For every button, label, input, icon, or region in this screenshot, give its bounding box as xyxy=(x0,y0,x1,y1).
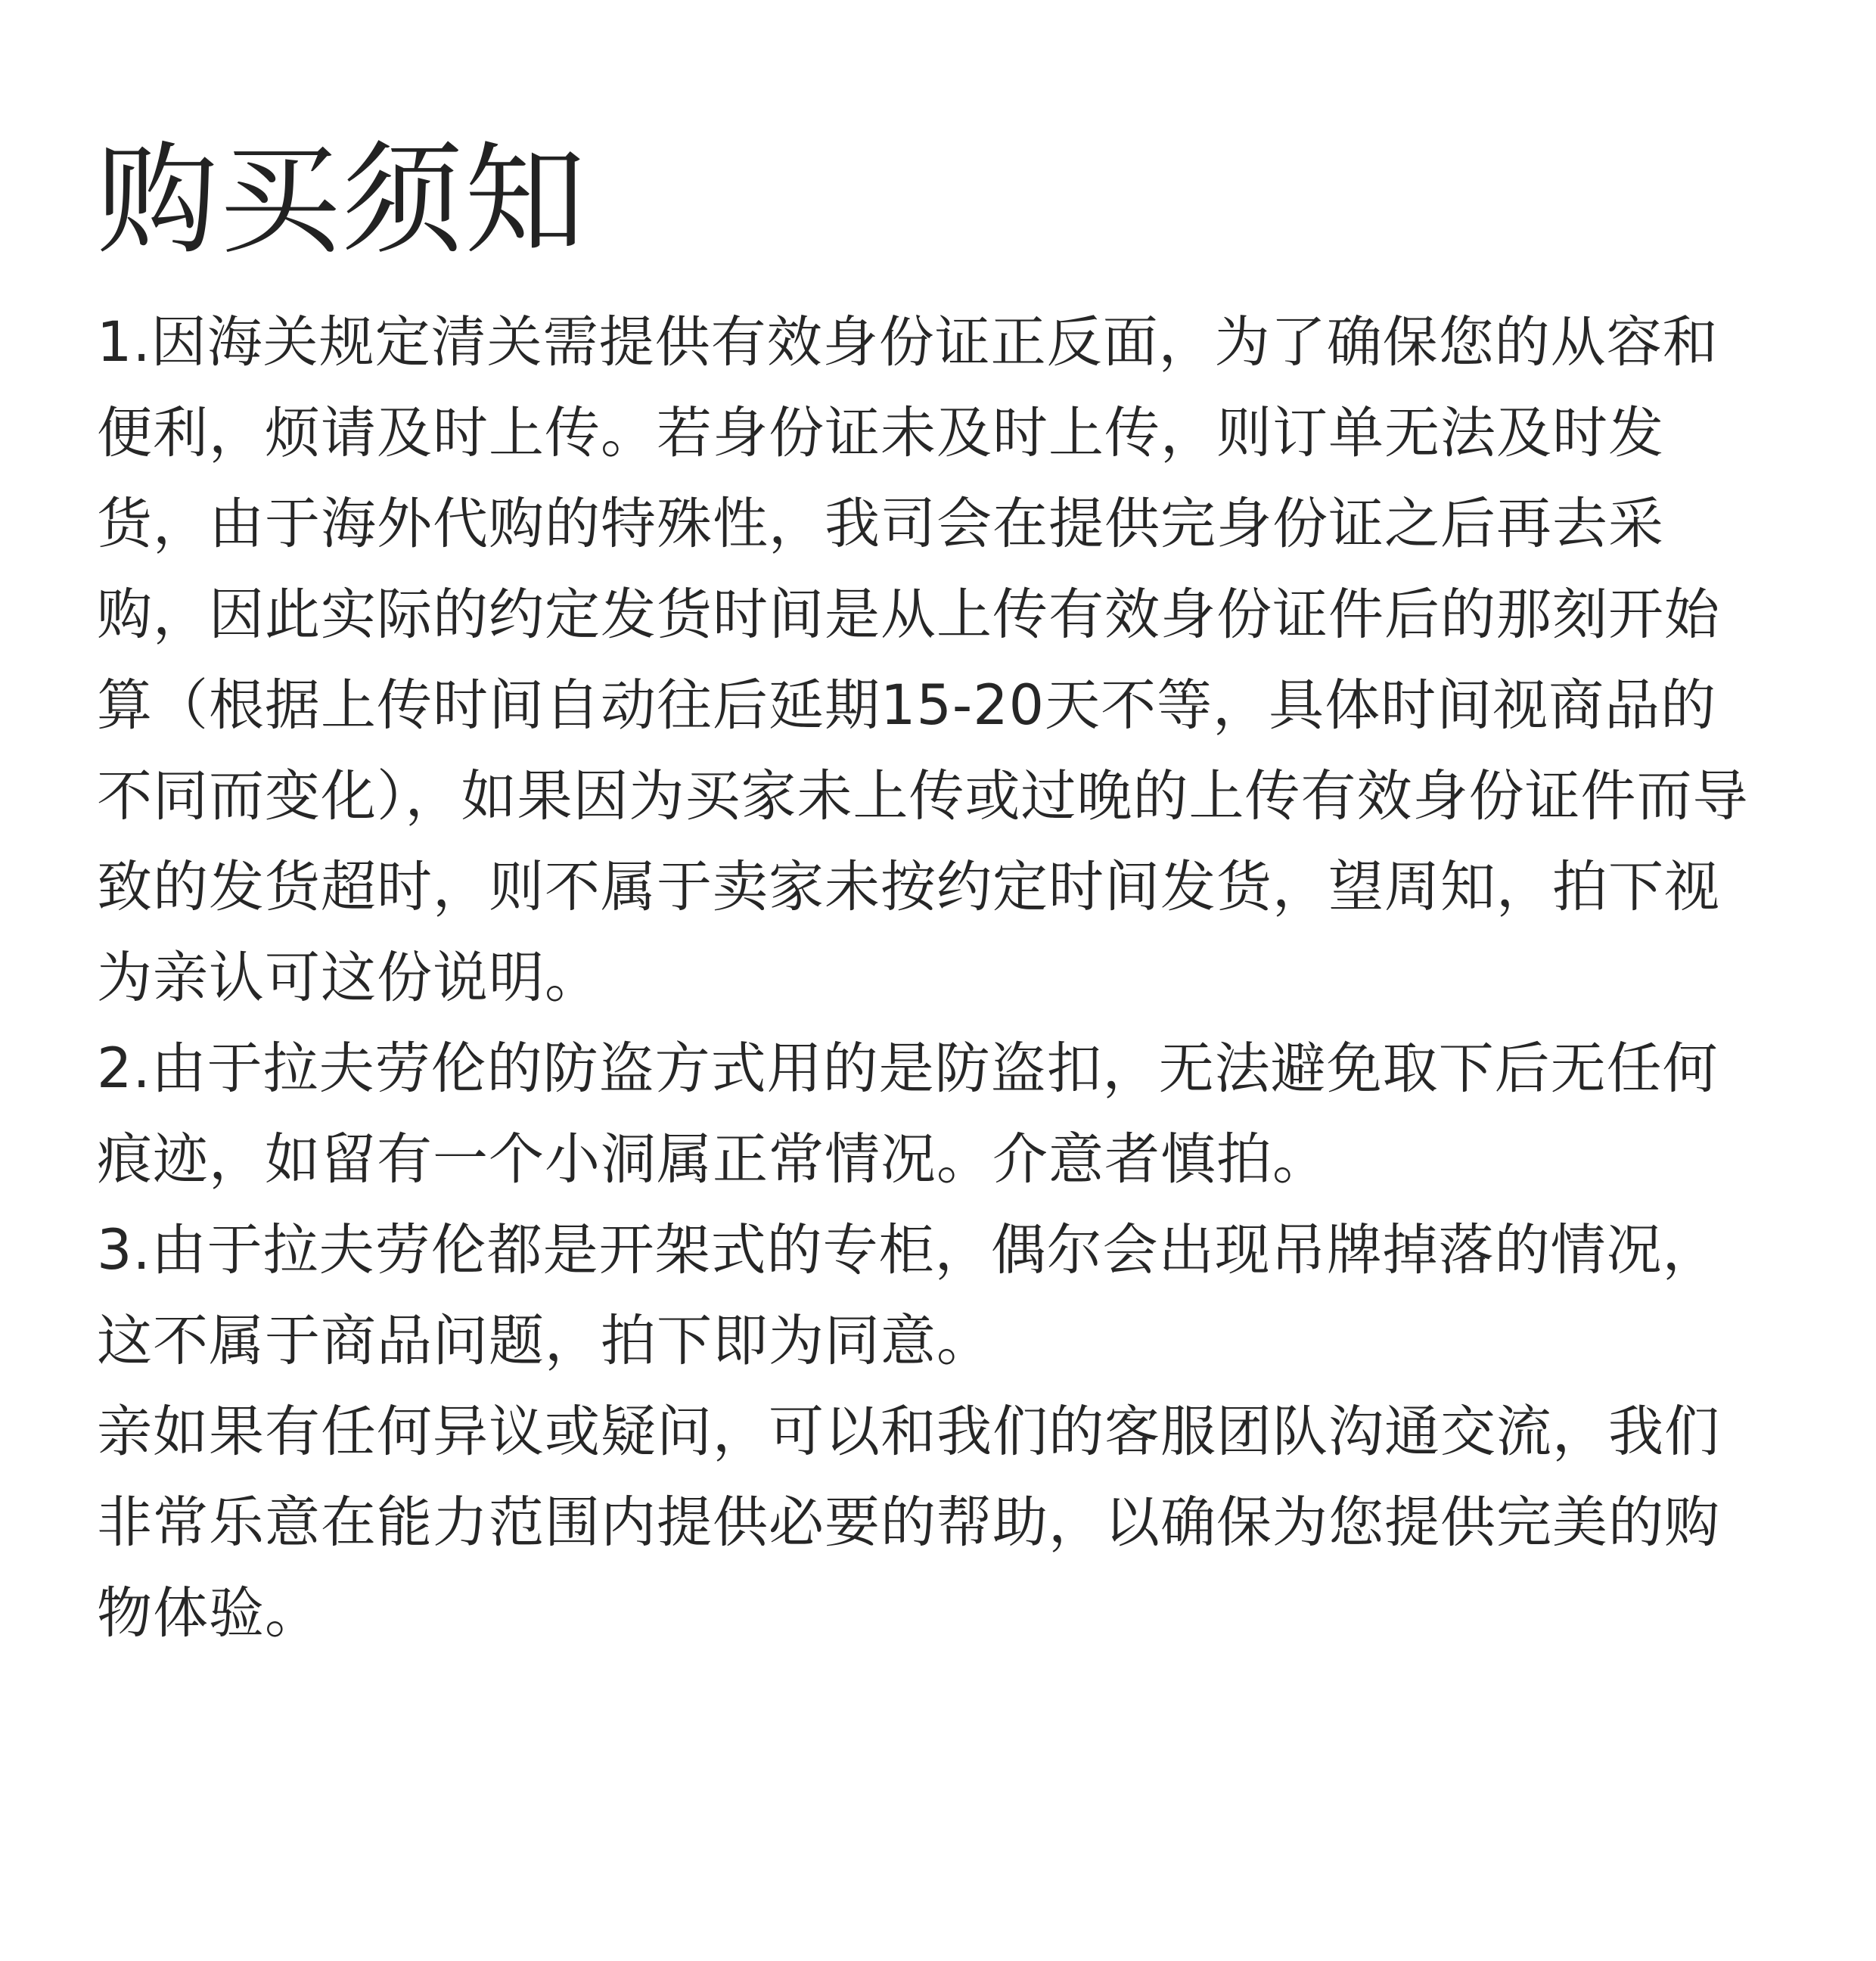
notice-item-3: 3.由于拉夫劳伦都是开架式的专柜，偶尔会出现吊牌掉落的情况，这不属于商品问题，拍下即为同意。 xyxy=(97,1218,1719,1373)
notice-list xyxy=(97,297,1761,1659)
page-title: 购买须知 xyxy=(97,129,588,271)
customer-service-note: 亲如果有任何异议或疑问，可以和我们的客服团队沟通交流，我们非常乐意在能力范围内提供必要的帮助，以确保为您提供完美的购物体验。 xyxy=(97,1400,1720,1646)
notice-item-1: 1.因海关规定清关需提供有效身份证正反面，为了确保您的从容和便利，烦请及时上传。若身份证未及时上传，则订单无法及时发货，由于海外代购的特殊性，我司会在提供完身份证之后再去采购，因此实际的约定发货时间是从上传有效身份证件后的那刻开始算（根据上传时间自动往后延期15-20天不等，具体时间视商品的不同而变化），如果因为买家未上传或过晚的上传有效身份证件而导致的发货超时，则不属于卖家未按约定时间发货，望周知，拍下视为亲认可这份说明。 xyxy=(97,310,1749,1010)
notice-item-2: 2.由于拉夫劳伦的防盗方式用的是防盗扣，无法避免取下后无任何痕迹，如留有一个小洞属正常情况。介意者慎拍。 xyxy=(97,1036,1719,1192)
